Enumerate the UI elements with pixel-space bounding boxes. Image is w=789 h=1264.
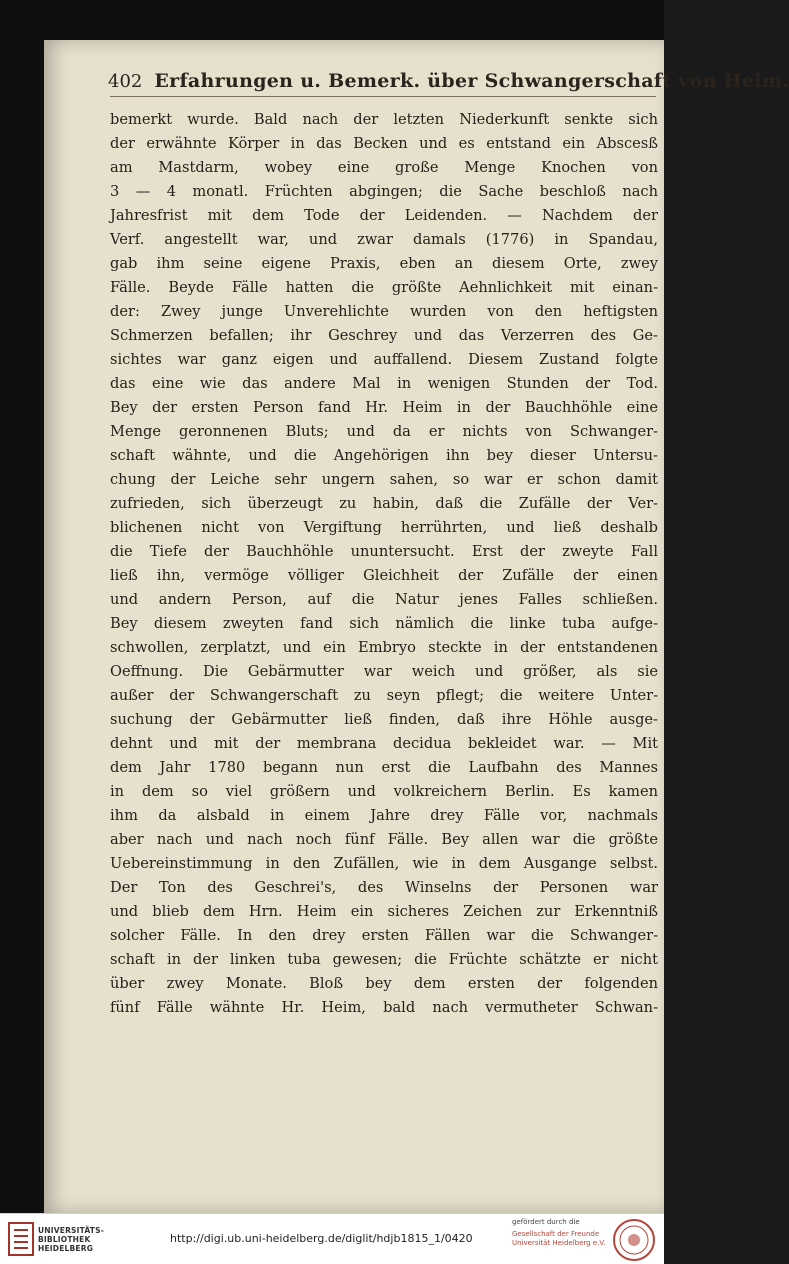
university-seal-icon [612, 1218, 656, 1262]
running-head: Erfahrungen u. Bemerk. über Schwangerschaft von Heim. [154, 70, 789, 92]
funding-label: gefördert durch die [512, 1218, 580, 1226]
page-header [108, 70, 789, 92]
page-number: 402 [108, 71, 143, 92]
text-line: gab ihm seine eigene Praxis, eben an diesem Orte, zwey [110, 255, 658, 272]
text-line: zufrieden, sich überzeugt zu habin, daß die Zufälle der Ver- [110, 495, 658, 512]
text-line: ihm da alsbald in einem Jahre drey Fälle vor, nachmals [110, 807, 658, 824]
text-line: und blieb dem Hrn. Heim ein sicheres Zeichen zur Erkenntniß [110, 903, 658, 920]
text-line: der erwähnte Körper in das Becken und es entstand ein Abscesß [110, 135, 658, 152]
text-line: Der Ton des Geschrei's, des Winselns der Personen war [110, 879, 658, 896]
text-line: schwollen, zerplatzt, und ein Embryo steckte in der entstandenen [110, 639, 658, 656]
permalink-url[interactable]: http://digi.ub.uni-heidelberg.de/diglit/hdjb1815_1/0420 [170, 1232, 473, 1245]
text-line: suchung der Gebärmutter ließ finden, daß ihre Höhle ausge- [110, 711, 658, 728]
text-line: blichenen nicht von Vergiftung herrührten, und ließ deshalb [110, 519, 658, 536]
text-line: Bey diesem zweyten fand sich nämlich die linke tuba aufge- [110, 615, 658, 632]
text-line: 3 — 4 monatl. Früchten abgingen; die Sache beschloß nach [110, 183, 658, 200]
funding-org: Gesellschaft der Freunde Universität Heidelberg e.V. [512, 1230, 606, 1247]
text-line: Oeffnung. Die Gebärmutter war weich und größer, als sie [110, 663, 658, 680]
text-line: fünf Fälle wähnte Hr. Heim, bald nach vermutheter Schwan- [110, 999, 658, 1016]
text-line: Uebereinstimmung in den Zufällen, wie in dem Ausgange selbst. [110, 855, 658, 872]
text-line: das eine wie das andere Mal in wenigen Stunden der Tod. [110, 375, 658, 392]
text-line: über zwey Monate. Bloß bey dem ersten der folgenden [110, 975, 658, 992]
header-rule [110, 96, 656, 97]
text-line: chung der Leiche sehr ungern sahen, so war er schon damit [110, 471, 658, 488]
text-line: Fälle. Beyde Fälle hatten die größte Aehnlichkeit mit einan- [110, 279, 658, 296]
text-line: Verf. angestellt war, und zwar damals (1776) in Spandau, [110, 231, 658, 248]
text-line: schaft wähnte, und die Angehörigen ihn bey dieser Untersu- [110, 447, 658, 464]
library-name: UNIVERSITÄTS- BIBLIOTHEK HEIDELBERG [38, 1226, 105, 1253]
text-line: Schmerzen befallen; ihr Geschrey und das Verzerren des Ge- [110, 327, 658, 344]
text-line: Jahresfrist mit dem Tode der Leidenden. — Nachdem der [110, 207, 658, 224]
text-line: in dem so viel größern und volkreichern Berlin. Es kamen [110, 783, 658, 800]
text-line: bemerkt wurde. Bald nach der letzten Niederkunft senkte sich [110, 111, 658, 128]
university-library-logo-icon [8, 1222, 34, 1256]
text-line: der: Zwey junge Unverehlichte wurden von den heftigsten [110, 303, 658, 320]
text-line: Bey der ersten Person fand Hr. Heim in der Bauchhöhle eine [110, 399, 658, 416]
text-line: am Mastdarm, wobey eine große Menge Knochen von [110, 159, 658, 176]
text-line: dehnt und mit der membrana decidua bekleidet war. — Mit [110, 735, 658, 752]
text-line: schaft in der linken tuba gewesen; die Früchte schätzte er nicht [110, 951, 658, 968]
text-line: Menge geronnenen Bluts; und da er nichts von Schwanger- [110, 423, 658, 440]
text-line: die Tiefe der Bauchhöhle ununtersucht. Erst der zweyte Fall [110, 543, 658, 560]
text-line: solcher Fälle. In den drey ersten Fällen war die Schwanger- [110, 927, 658, 944]
text-line: ließ ihn, vermöge völliger Gleichheit der Zufälle der einen [110, 567, 658, 584]
text-line: außer der Schwangerschaft zu seyn pflegt; die weitere Unter- [110, 687, 658, 704]
text-line: und andern Person, auf die Natur jenes Falles schließen. [110, 591, 658, 608]
body-text [110, 108, 658, 1020]
viewer-footer [0, 1213, 664, 1264]
text-line: aber nach und nach noch fünf Fälle. Bey allen war die größte [110, 831, 658, 848]
text-line: sichtes war ganz eigen und auffallend. Diesem Zustand folgte [110, 351, 658, 368]
text-line: dem Jahr 1780 begann nun erst die Laufbahn des Mannes [110, 759, 658, 776]
